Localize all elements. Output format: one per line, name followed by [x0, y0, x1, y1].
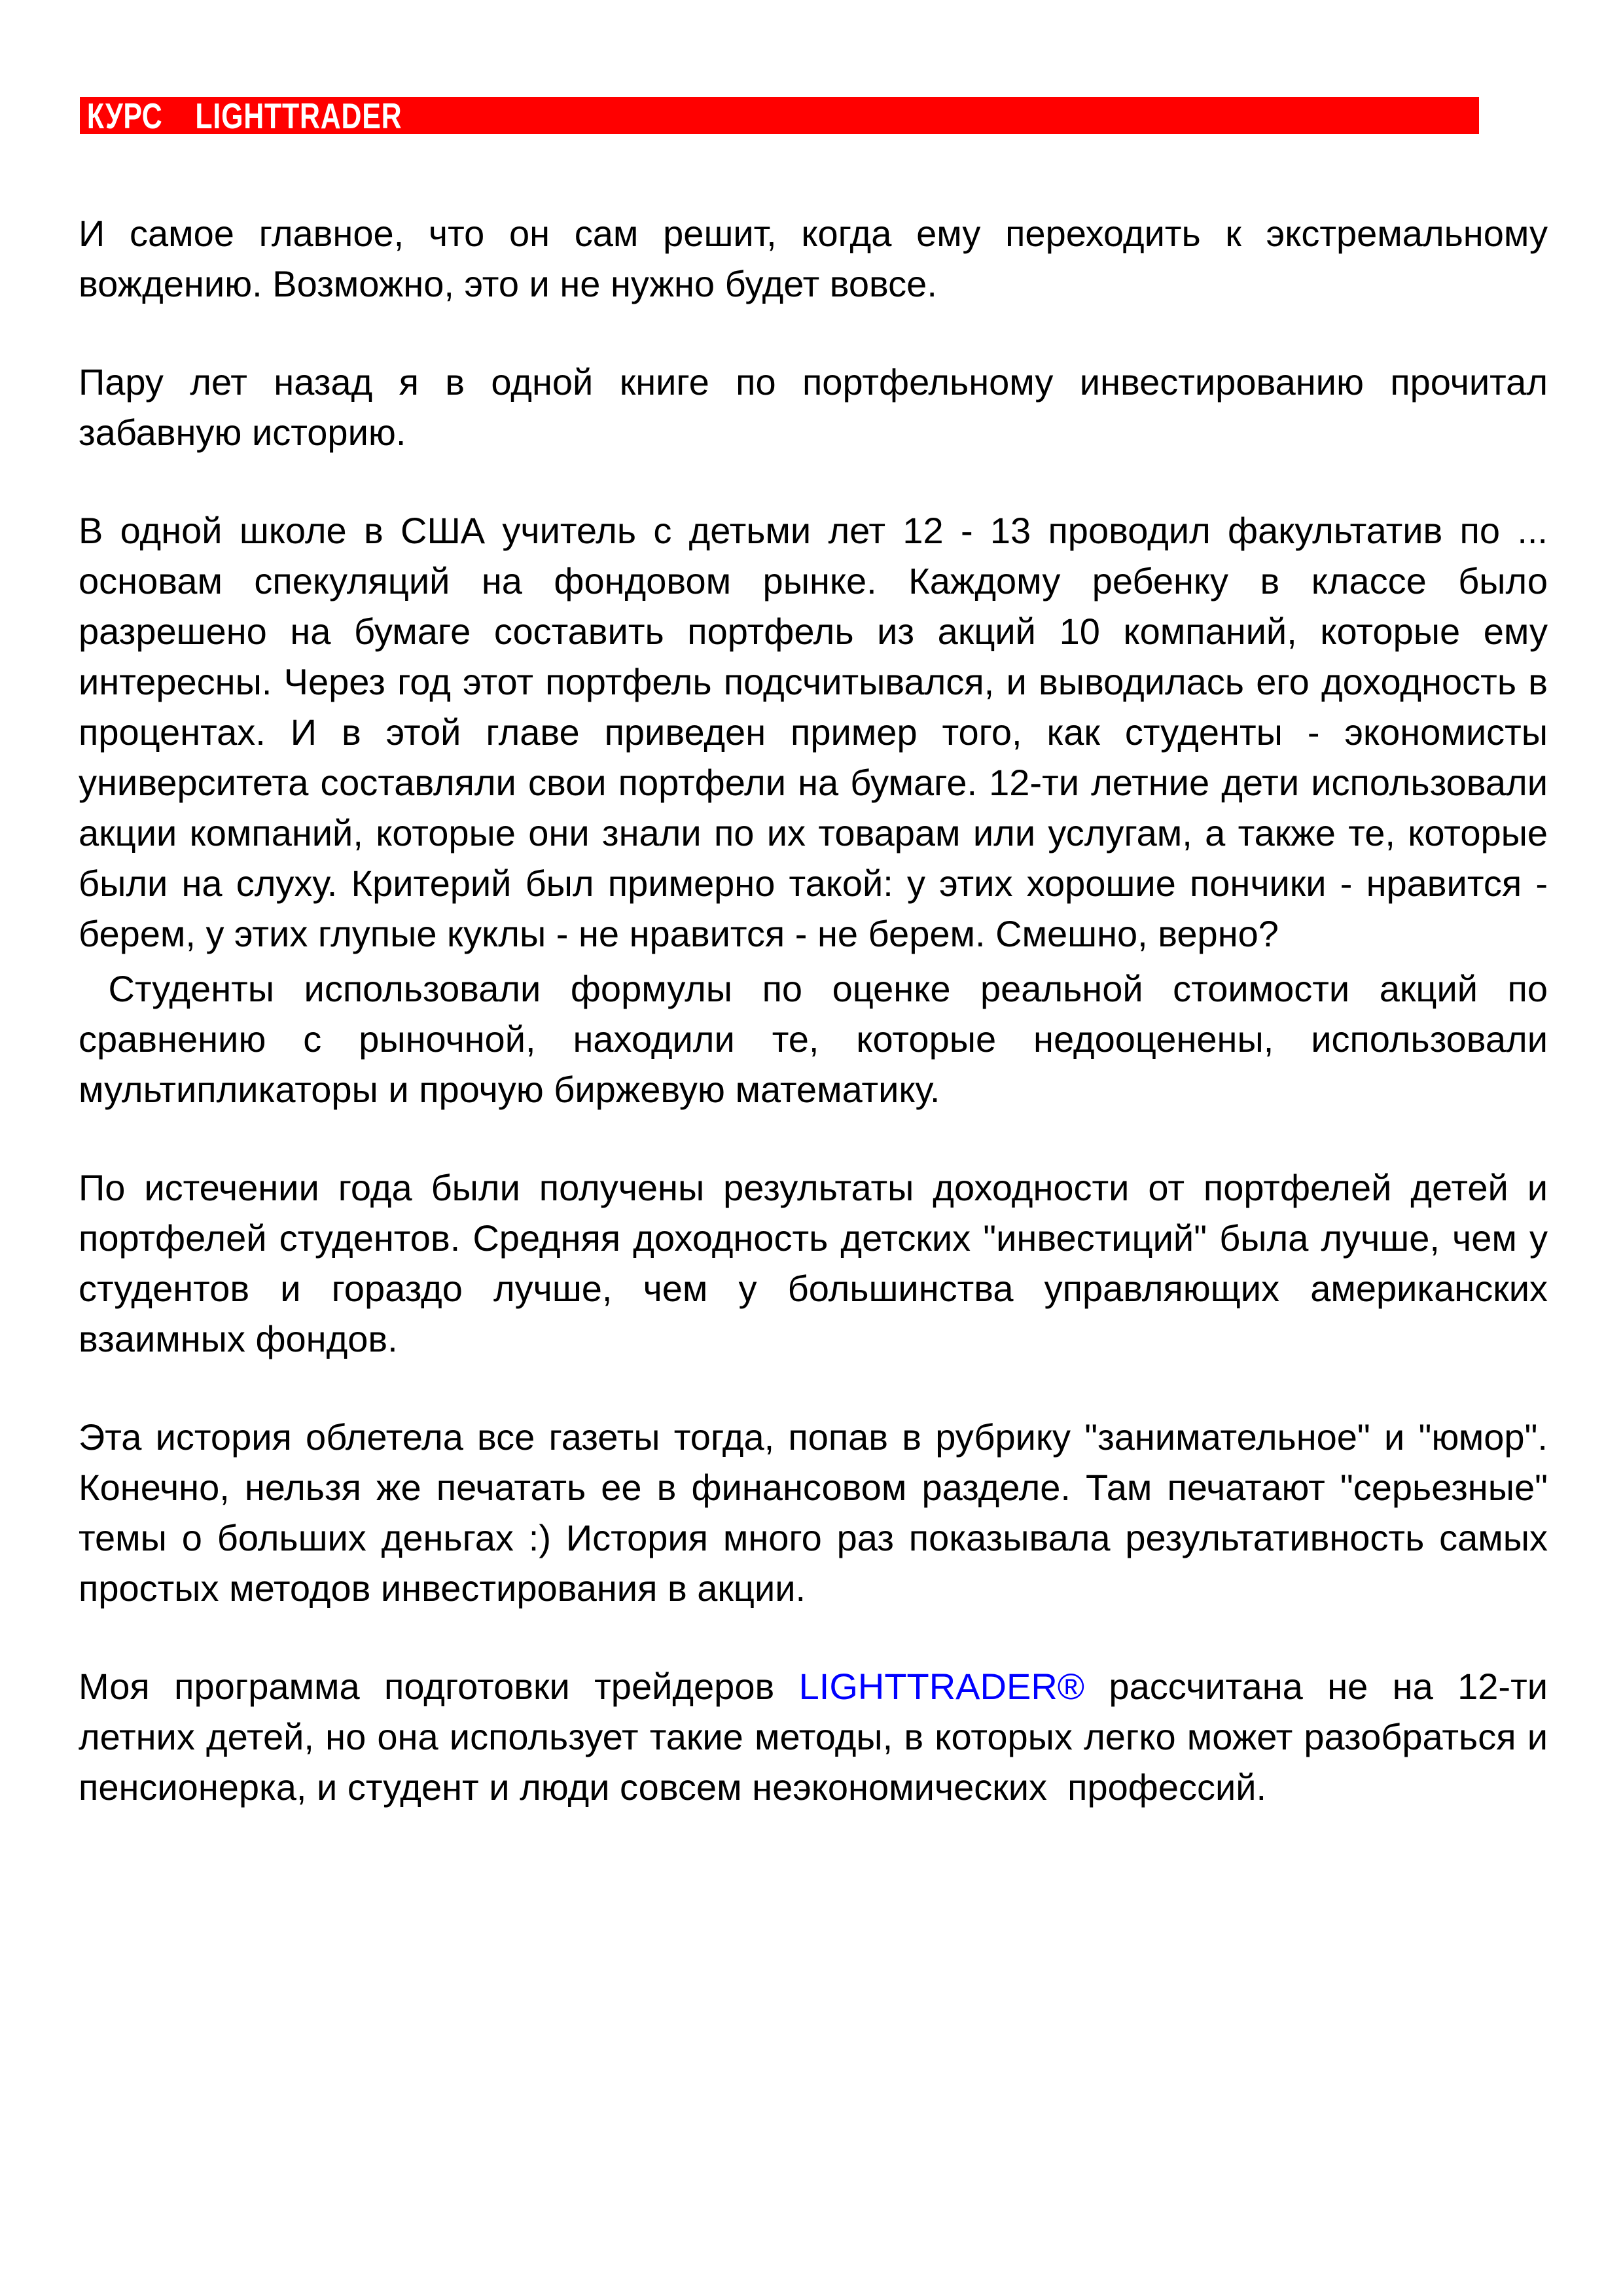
- paragraph: Пару лет назад я в одной книге по портфельному инвестированию прочитал забавную историю.: [79, 361, 1548, 453]
- header-title: [80, 97, 1171, 135]
- paragraph: По истечении года были получены результаты доходности от портфелей детей и портфелей студентов. Средняя доходность детских "инвестиций" была лучше, чем у студентов и гораздо лучше, чем у большинства управляющих американских взаимных фондов.: [79, 1167, 1548, 1359]
- paragraph: В одной школе в США учитель с детьми лет 12 - 13 проводил факультатив по ... основам спекуляций на фондовом рынке. Каждому ребенку в классе было разрешено на бумаге составить портфель из акций 10 компаний, которые ему интересны. Через год этот портфель подсчитывался, и выводилась его доходность в процентах. И в этой главе приведен пример того, как студенты - экономисты университета составляли свои портфели на бумаге. 12-ти летние дети использовали акции компаний, которые они знали по их товарам или услугам, а также те, которые были на слуху. Критерий был примерно такой: у этих хорошие пончики - нравится - берем, у этих глупые куклы - не нравится - не берем. Смешно, верно?: [79, 510, 1548, 954]
- paragraph: Эта история облетела все газеты тогда, попав в рубрику "занимательное" и "юмор". Конечно, нельзя же печатать ее в финансовом разделе. Там печатают "серьезные" темы о больших деньгах :) История много раз показывала результативность самых простых методов инвестирования в акции.: [79, 1416, 1548, 1609]
- paragraph: И самое главное, что он сам решит, когда ему переходить к экстремальному вождению. Возможно, это и не нужно будет вовсе.: [79, 213, 1548, 304]
- paragraph-closing: [79, 1661, 1548, 1812]
- header-banner: [80, 97, 1479, 134]
- article-body: [79, 208, 1548, 1860]
- paragraph: Студенты использовали формулы по оценке реальной стоимости акций по сравнению с рыночной, находили те, которые недооценены, использовали мультипликаторы и прочую биржевую математику.: [79, 968, 1548, 1110]
- header-brand-label: LIGHTTRADER: [195, 96, 402, 136]
- closing-text-after: рассчитана не на 12-ти летних детей, но она использует такие методы, в которых легко может разобраться и пенсионерка, и студент и люди совсем неэкономических профессий.: [79, 1666, 1548, 1808]
- header-course-label: КУРС: [86, 96, 163, 136]
- closing-text-before: Моя программа подготовки трейдеров: [79, 1666, 799, 1707]
- brand-link[interactable]: LIGHTTRADER®: [798, 1666, 1085, 1707]
